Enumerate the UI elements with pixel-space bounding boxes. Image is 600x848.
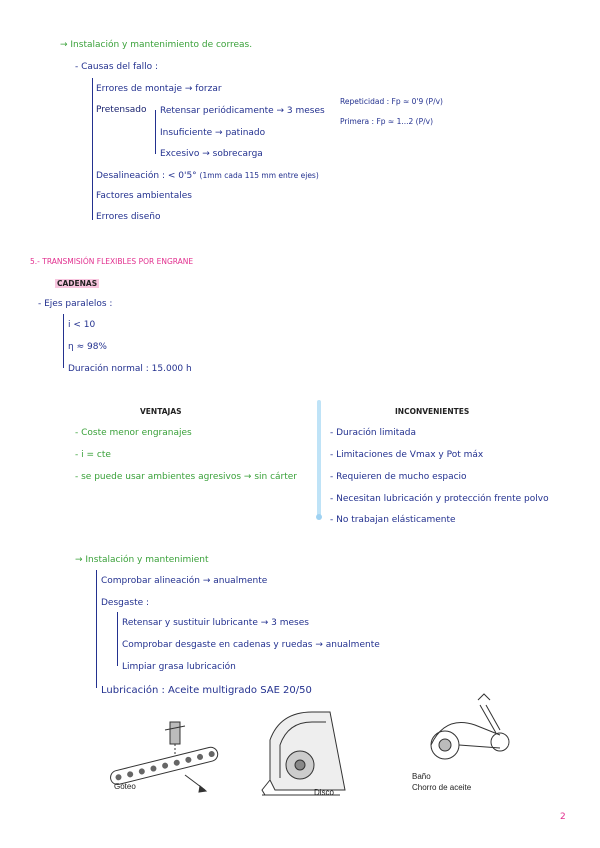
ventajas-title: VENTAJAS: [140, 407, 182, 416]
ejes-heading: - Ejes paralelos :: [38, 299, 113, 309]
causas-heading: - Causas del fallo :: [75, 62, 159, 72]
comprobar-alineacion: Comprobar alineación → anualmente: [101, 576, 268, 586]
desalineacion-note: (1mm cada 115 mm entre ejes): [199, 171, 319, 180]
retensar-cadena: Retensar y sustituir lubricante → 3 meses: [122, 618, 309, 628]
rendimiento-item: η ≈ 98%: [68, 342, 107, 352]
desalineacion-text: Desalineación : < 0'5°: [96, 171, 197, 181]
page-number: 2: [560, 812, 566, 822]
disco-illustration: [262, 712, 345, 795]
inconveniente-item-5: - No trabajan elásticamente: [330, 515, 456, 525]
lubricacion-item: Lubricación : Aceite multigrado SAE 20/50: [101, 685, 312, 696]
excesivo-item: Excesivo → sobrecarga: [160, 149, 263, 159]
section-title-cadenas-mantenimiento: → Instalación y mantenimient: [75, 555, 209, 565]
section-title-engrane: 5.- TRANSMISIÓN FLEXIBLES POR ENGRANE: [30, 257, 194, 266]
errores-diseno-item: Errores diseño: [96, 212, 161, 222]
limpiar-item: Limpiar grasa lubricación: [122, 662, 236, 672]
desgaste-heading: Desgaste :: [101, 598, 150, 608]
section-title-correas: → Instalación y mantenimiento de correas.: [60, 40, 253, 50]
caption-bano: Baño: [412, 772, 431, 781]
ventaja-item-2: - i = cte: [75, 450, 111, 460]
inconveniente-item-3: - Requieren de mucho espacio: [330, 472, 467, 482]
caption-disco: Disco: [314, 788, 335, 797]
ventaja-item-3: - se puede usar ambientes agresivos → sin cárter: [75, 472, 298, 482]
duracion-item: Duración normal : 15.000 h: [68, 364, 192, 374]
inconveniente-item-1: - Duración limitada: [330, 428, 417, 438]
retensar-item: Retensar periódicamente → 3 meses: [160, 106, 325, 116]
cadenas-highlight: CADENAS: [57, 279, 98, 288]
caption-chorro: Chorro de aceite: [412, 783, 472, 792]
factores-item: Factores ambientales: [96, 191, 192, 201]
errores-montaje: Errores de montaje → forzar: [96, 84, 222, 94]
bano-illustration: [431, 694, 509, 759]
inconveniente-item-2: - Limitaciones de Vmax y Pot máx: [330, 450, 484, 460]
caption-goteo: Goteo: [114, 782, 136, 791]
relacion-item: i < 10: [68, 320, 96, 330]
primera-formula: Primera : Fp ≈ 1...2 (P/v): [340, 117, 433, 126]
ventaja-item-1: - Coste menor engranajes: [75, 428, 192, 438]
inconveniente-item-4: - Necesitan lubricación y protección frente polvo: [330, 494, 549, 504]
pretensado-label: Pretensado: [96, 105, 147, 115]
inconvenientes-title: INCONVENIENTES: [395, 407, 470, 416]
insuficiente-item: Insuficiente → patinado: [160, 128, 266, 138]
comprobar-desgaste: Comprobar desgaste en cadenas y ruedas → anualmente: [122, 640, 380, 650]
repeticion-formula: Repeticidad : Fp ≈ 0'9 (P/v): [340, 97, 443, 106]
